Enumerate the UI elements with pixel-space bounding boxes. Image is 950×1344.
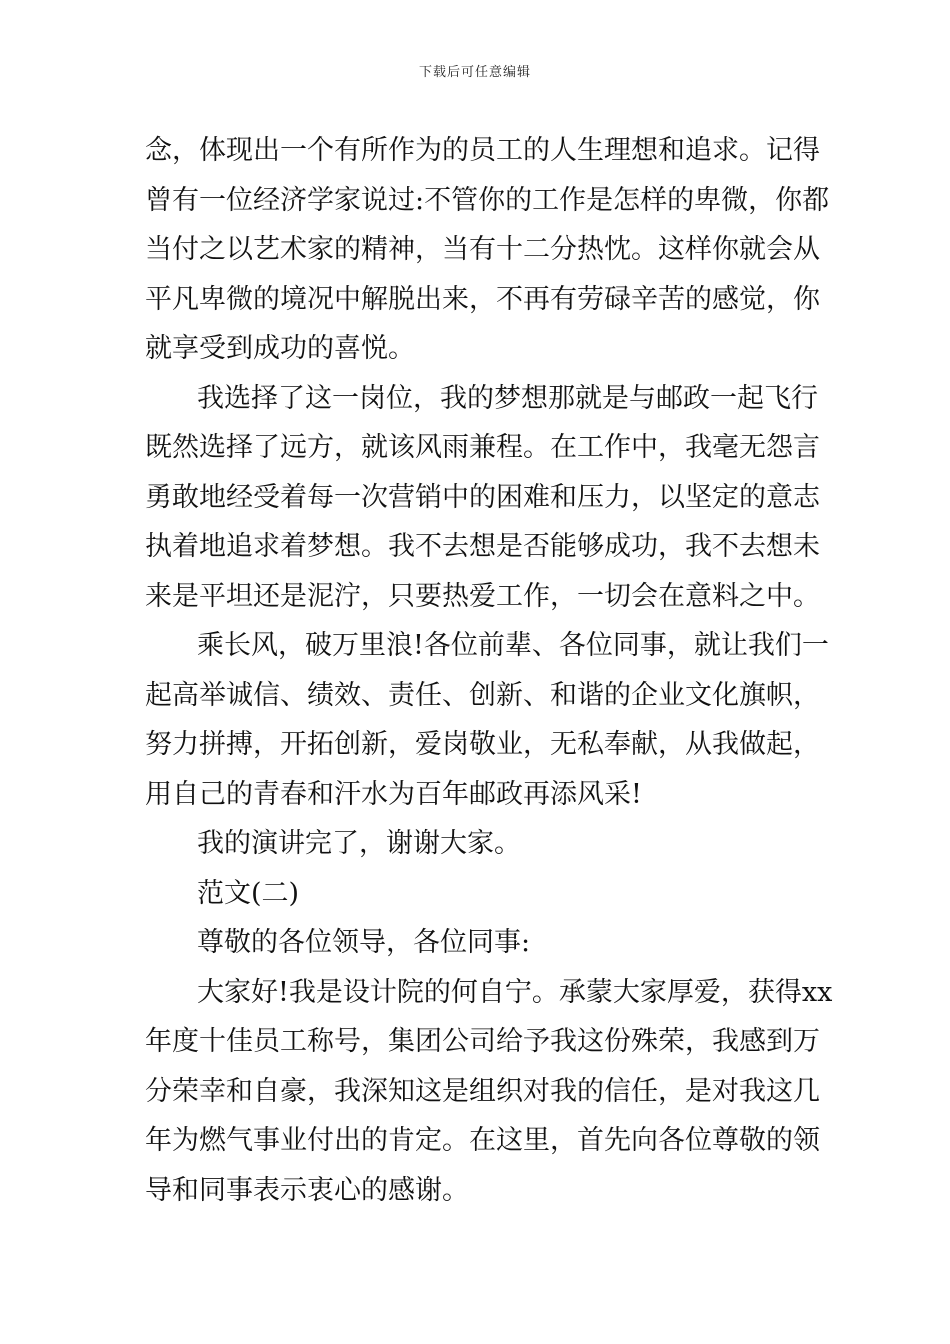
- text-line: 乘长风，破万里浪!各位前辈、各位同事，就让我们一: [197, 630, 829, 661]
- text-line: 用自己的青春和汗水为百年邮政再添风采!: [145, 778, 642, 810]
- text-line: 年度十佳员工称号，集团公司给予我这份殊荣，我感到万: [145, 1026, 820, 1057]
- text-line: 曾有一位经济学家说过:不管你的工作是怎样的卑微，你都: [145, 184, 830, 216]
- text-line: 既然选择了远方，就该风雨兼程。在工作中，我毫无怨言: [145, 432, 820, 463]
- text-line: 勇敢地经受着每一次营销中的困难和压力，以坚定的意志: [145, 481, 820, 513]
- text-line: 努力拼搏，开拓创新，爱岗敬业，无私奉献，从我做起，: [145, 729, 820, 760]
- text-line: 大家好!我是设计院的何自宁。承蒙大家厚爱，获得xx: [197, 976, 833, 1008]
- text-line: 年为燃气事业付出的肯定。在这里，首先向各位尊敬的领: [145, 1125, 820, 1156]
- paragraph: [145, 869, 810, 919]
- page-header: 下载后可任意编辑: [418, 65, 531, 80]
- paragraph: [145, 819, 810, 869]
- text-line: 分荣幸和自豪，我深知这是组织对我的信任，是对我这几: [145, 1075, 820, 1107]
- paragraph: [145, 126, 830, 374]
- text-line: 当付之以艺术家的精神，当有十二分热忱。这样你就会从: [145, 234, 820, 265]
- text-line: 我选择了这一岗位，我的梦想那就是与邮政一起飞行: [197, 382, 818, 414]
- paragraph: [145, 621, 829, 819]
- document-body: [145, 126, 833, 1215]
- text-line: 来是平坦还是泥泞，只要热爱工作，一切会在意料之中。: [145, 580, 820, 612]
- paragraph: [145, 918, 810, 968]
- text-line: 就享受到成功的喜悦。: [145, 333, 415, 364]
- text-line: 范文(二): [197, 877, 300, 909]
- paragraph: [145, 374, 820, 622]
- text-line: 导和同事表示衷心的感谢。: [145, 1174, 469, 1206]
- text-line: 平凡卑微的境况中解脱出来，不再有劳碌辛苦的感觉，你: [145, 283, 820, 315]
- text-line: 执着地追求着梦想。我不去想是否能够成功，我不去想未: [145, 531, 820, 562]
- text-line: 念，体现出一个有所作为的员工的人生理想和追求。记得: [145, 135, 820, 166]
- text-line: 尊敬的各位领导，各位同事:: [197, 927, 531, 958]
- text-line: 起高举诚信、绩效、责任、创新、和谐的企业文化旗帜，: [145, 679, 820, 711]
- paragraph: [145, 968, 833, 1216]
- text-line: 我的演讲完了，谢谢大家。: [197, 828, 521, 859]
